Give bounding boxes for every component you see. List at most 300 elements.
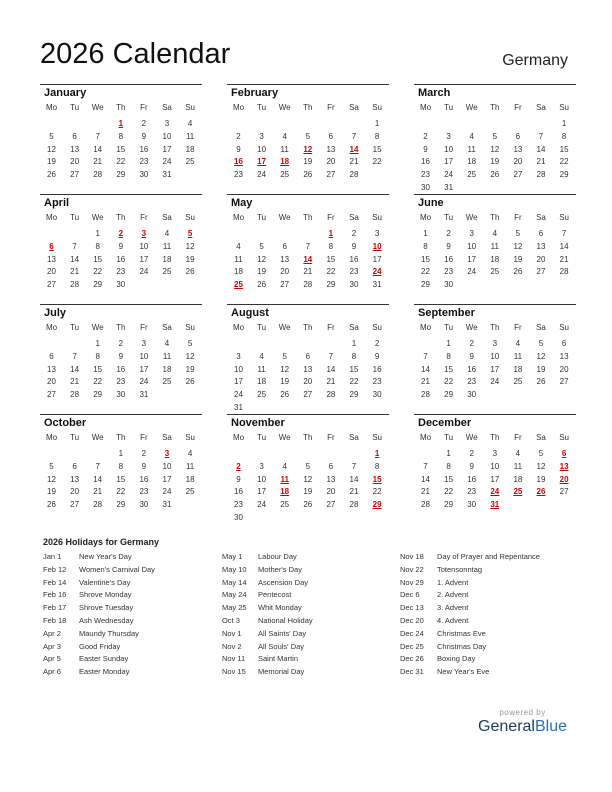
- weekday-label: Fr: [140, 323, 148, 332]
- holiday-name: Ascension Day: [258, 577, 309, 587]
- day-cell: 15: [93, 364, 103, 374]
- holiday-name: Labour Day: [258, 552, 297, 561]
- day-cell: 13: [70, 474, 80, 484]
- weekday-label: Th: [490, 103, 500, 112]
- weekday-label: Fr: [327, 323, 335, 332]
- day-cell: 19: [536, 364, 546, 374]
- day-cell: 29: [444, 390, 454, 400]
- day-cell: 29: [326, 280, 336, 290]
- weekday-label: We: [91, 103, 104, 112]
- day-cell: 6: [561, 339, 567, 348]
- month-divider: [414, 84, 576, 85]
- day-cell: 25: [513, 377, 523, 387]
- day-cell: 8: [446, 351, 451, 361]
- weekday-label: Fr: [140, 103, 148, 112]
- day-cell: 27: [559, 377, 569, 387]
- day-cell: 12: [490, 144, 500, 154]
- day-cell: 2: [423, 131, 428, 141]
- day-cell: 10: [257, 144, 267, 154]
- day-cell: 24: [162, 487, 172, 497]
- day-cell: 21: [349, 157, 359, 167]
- day-cell: 13: [280, 254, 290, 264]
- day-cell: 29: [444, 500, 454, 510]
- day-cell: 12: [185, 241, 195, 251]
- holiday-date: May 10: [222, 564, 247, 574]
- day-cell: 8: [118, 461, 124, 471]
- day-cell: 15: [559, 144, 569, 154]
- day-cell: 18: [162, 364, 172, 374]
- weekday-label: Su: [185, 103, 195, 112]
- day-cell: 30: [467, 500, 477, 510]
- day-cell: 17: [444, 157, 454, 167]
- weekday-label: Tu: [70, 323, 80, 332]
- day-cell: 23: [139, 157, 149, 167]
- holiday-day-cell: 13: [559, 461, 569, 471]
- holiday-date: Apr 5: [43, 654, 61, 664]
- holiday-date: Nov 2: [222, 641, 242, 651]
- holiday-day-cell: 11: [280, 474, 289, 484]
- holiday-name: All Souls' Day: [258, 641, 305, 651]
- weekday-label: Th: [303, 213, 313, 222]
- day-cell: 18: [185, 474, 195, 484]
- holiday-date: Apr 6: [43, 667, 61, 677]
- holiday-date: Dec 25: [400, 641, 424, 651]
- day-cell: 22: [421, 267, 430, 277]
- weekday-label: Sa: [162, 323, 172, 332]
- day-cell: 6: [72, 461, 77, 471]
- day-cell: 22: [444, 487, 454, 497]
- holiday-date: May 25: [222, 603, 247, 613]
- weekday-label: We: [465, 103, 478, 112]
- month-name: November: [231, 417, 285, 429]
- day-cell: 21: [70, 267, 80, 277]
- day-cell: 17: [162, 474, 172, 484]
- holiday-name: Valentine's Day: [79, 577, 131, 587]
- weekday-label: Th: [116, 433, 126, 442]
- day-cell: 26: [280, 390, 290, 400]
- weekday-label: Mo: [45, 103, 58, 112]
- day-cell: 19: [47, 487, 56, 497]
- holiday-day-cell: 24: [490, 487, 500, 497]
- weekday-label: Sa: [536, 433, 546, 442]
- day-cell: 5: [538, 449, 544, 458]
- day-cell: 4: [236, 241, 241, 251]
- day-cell: 22: [93, 377, 103, 387]
- holiday-name: Memorial Day: [258, 667, 305, 677]
- day-cell: 25: [185, 157, 195, 167]
- day-cell: 9: [141, 461, 147, 471]
- day-cell: 28: [70, 390, 80, 400]
- weekday-label: We: [465, 213, 478, 222]
- day-cell: 13: [559, 351, 569, 361]
- day-cell: 10: [162, 461, 172, 471]
- month-name: May: [231, 197, 253, 209]
- holiday-name: Shrove Monday: [79, 590, 132, 600]
- day-cell: 2: [118, 339, 124, 348]
- month-divider: [414, 194, 576, 195]
- day-cell: 20: [280, 267, 290, 277]
- day-cell: 1: [95, 339, 100, 348]
- holiday-date: May 1: [222, 552, 243, 561]
- day-cell: 7: [561, 229, 567, 238]
- holiday-name: Maundy Thursday: [79, 628, 139, 638]
- day-cell: 5: [259, 241, 264, 251]
- day-cell: 24: [139, 267, 149, 277]
- day-cell: 8: [446, 461, 451, 471]
- day-cell: 27: [559, 487, 569, 497]
- day-cell: 15: [444, 364, 454, 374]
- day-cell: 8: [561, 131, 567, 141]
- day-cell: 9: [351, 241, 357, 251]
- weekday-label: Th: [490, 323, 500, 332]
- day-cell: 9: [236, 474, 241, 484]
- day-cell: 5: [492, 131, 498, 141]
- weekday-label: Sa: [349, 103, 359, 112]
- day-cell: 2: [141, 119, 147, 128]
- month-name: June: [418, 197, 444, 209]
- day-cell: 7: [305, 241, 311, 251]
- day-cell: 4: [469, 131, 474, 141]
- day-cell: 11: [513, 351, 523, 361]
- weekday-label: Fr: [140, 433, 148, 442]
- day-cell: 17: [139, 364, 149, 374]
- month-7: [227, 304, 389, 412]
- weekday-label: We: [278, 323, 291, 332]
- day-cell: 12: [513, 241, 523, 251]
- month-divider: [227, 194, 389, 195]
- holiday-name: 2. Advent: [437, 590, 469, 600]
- day-cell: 26: [490, 170, 500, 180]
- weekday-label: Mo: [45, 433, 58, 442]
- day-cell: 3: [469, 229, 474, 238]
- weekday-label: Tu: [257, 433, 267, 442]
- page-title: 2026 Calendar: [40, 38, 231, 70]
- weekday-label: Su: [372, 213, 382, 222]
- day-cell: 22: [372, 157, 382, 167]
- day-cell: 14: [70, 364, 80, 374]
- day-cell: 3: [374, 229, 380, 238]
- holiday-day-cell: 10: [372, 241, 382, 251]
- day-cell: 17: [162, 144, 172, 154]
- month-divider: [414, 414, 576, 415]
- day-cell: 16: [349, 254, 359, 264]
- day-cell: 31: [139, 390, 149, 400]
- weekday-label: Su: [559, 213, 569, 222]
- holiday-date: Nov 15: [222, 667, 246, 677]
- day-cell: 31: [234, 403, 243, 412]
- day-cell: 29: [559, 170, 569, 180]
- day-cell: 16: [139, 144, 149, 154]
- month-name: February: [231, 87, 279, 99]
- weekday-label: We: [91, 323, 104, 332]
- day-cell: 15: [116, 144, 126, 154]
- day-cell: 25: [185, 487, 195, 497]
- day-cell: 13: [536, 241, 546, 251]
- day-cell: 17: [467, 254, 477, 264]
- month-divider: [40, 414, 202, 415]
- day-cell: 27: [47, 280, 56, 290]
- day-cell: 4: [492, 229, 498, 238]
- day-cell: 5: [538, 339, 544, 348]
- holiday-name: New Year's Day: [79, 552, 132, 561]
- day-cell: 6: [282, 241, 287, 251]
- day-cell: 21: [349, 487, 359, 497]
- day-cell: 1: [446, 339, 451, 348]
- day-cell: 10: [139, 241, 149, 251]
- day-cell: 15: [444, 474, 454, 484]
- day-cell: 7: [538, 131, 544, 141]
- holiday-day-cell: 6: [49, 241, 54, 251]
- day-cell: 9: [141, 131, 147, 141]
- day-cell: 24: [162, 157, 172, 167]
- weekday-label: Sa: [349, 323, 359, 332]
- holiday-day-cell: 25: [234, 280, 243, 290]
- day-cell: 9: [236, 144, 241, 154]
- day-cell: 16: [372, 364, 382, 374]
- day-cell: 11: [162, 241, 172, 251]
- day-cell: 21: [559, 254, 569, 264]
- day-cell: 2: [351, 229, 357, 238]
- day-cell: 14: [93, 144, 103, 154]
- day-cell: 10: [490, 351, 500, 361]
- holiday-name: Ash Wednesday: [79, 616, 134, 625]
- month-5: [414, 194, 576, 302]
- day-cell: 19: [303, 487, 313, 497]
- day-cell: 29: [93, 280, 103, 290]
- day-cell: 9: [469, 351, 474, 361]
- day-cell: 8: [423, 241, 428, 251]
- month-9: [40, 414, 202, 522]
- day-cell: 1: [561, 119, 567, 128]
- day-cell: 22: [559, 157, 569, 167]
- weekday-label: Th: [303, 323, 313, 332]
- weekday-label: Sa: [162, 433, 172, 442]
- day-cell: 12: [536, 351, 546, 361]
- holiday-day-cell: 12: [303, 144, 313, 154]
- day-cell: 7: [72, 351, 77, 361]
- day-cell: 19: [490, 157, 500, 167]
- day-cell: 22: [349, 377, 359, 387]
- day-cell: 13: [70, 144, 80, 154]
- holiday-name: 4. Advent: [437, 616, 469, 625]
- day-cell: 23: [467, 487, 477, 497]
- day-cell: 27: [326, 170, 336, 180]
- weekday-label: Su: [559, 433, 569, 442]
- day-cell: 26: [47, 170, 56, 180]
- day-cell: 26: [303, 500, 313, 510]
- day-cell: 16: [467, 474, 477, 484]
- day-cell: 30: [372, 390, 382, 400]
- day-cell: 6: [328, 131, 334, 141]
- day-cell: 2: [141, 449, 147, 458]
- holiday-day-cell: 20: [559, 474, 569, 484]
- day-cell: 23: [467, 377, 477, 387]
- holiday-date: Feb 16: [43, 590, 67, 600]
- holiday-date: Dec 13: [400, 603, 424, 613]
- day-cell: 19: [280, 377, 290, 387]
- day-cell: 28: [93, 170, 103, 180]
- day-cell: 19: [185, 254, 195, 264]
- day-cell: 18: [467, 157, 477, 167]
- month-name: March: [418, 87, 451, 99]
- day-cell: 26: [257, 280, 267, 290]
- day-cell: 16: [467, 364, 477, 374]
- day-cell: 3: [259, 131, 264, 141]
- day-cell: 6: [72, 131, 77, 141]
- day-cell: 11: [257, 364, 266, 374]
- day-cell: 29: [93, 390, 103, 400]
- holiday-name: Day of Prayer and Repentance: [437, 552, 540, 561]
- day-cell: 3: [141, 339, 147, 348]
- day-cell: 16: [234, 487, 243, 497]
- day-cell: 23: [139, 487, 149, 497]
- day-cell: 20: [326, 487, 336, 497]
- holiday-date: Nov 22: [400, 564, 424, 574]
- day-cell: 20: [70, 157, 80, 167]
- day-cell: 30: [421, 183, 430, 192]
- day-cell: 24: [257, 170, 267, 180]
- day-cell: 8: [374, 461, 380, 471]
- weekday-label: Mo: [232, 103, 245, 112]
- day-cell: 8: [95, 351, 100, 361]
- day-cell: 25: [162, 377, 172, 387]
- day-cell: 13: [47, 364, 56, 374]
- holiday-name: Easter Sunday: [79, 654, 129, 664]
- day-cell: 5: [49, 131, 54, 141]
- weekday-label: We: [91, 213, 104, 222]
- day-cell: 2: [469, 339, 474, 348]
- day-cell: 16: [116, 254, 126, 264]
- day-cell: 30: [139, 500, 149, 510]
- day-cell: 25: [467, 170, 477, 180]
- holiday-name: 1. Advent: [437, 577, 469, 587]
- holiday-day-cell: 3: [141, 229, 147, 238]
- month-divider: [40, 194, 202, 195]
- month-8: [414, 304, 576, 412]
- month-4: [227, 194, 389, 302]
- day-cell: 27: [303, 390, 313, 400]
- day-cell: 17: [490, 364, 500, 374]
- weekday-label: Sa: [162, 103, 172, 112]
- day-cell: 30: [444, 280, 454, 290]
- weekday-label: Th: [490, 433, 500, 442]
- holiday-day-cell: 31: [490, 500, 500, 510]
- day-cell: 25: [490, 267, 500, 277]
- day-cell: 18: [257, 377, 267, 387]
- day-cell: 29: [349, 390, 359, 400]
- holiday-day-cell: 16: [234, 157, 243, 167]
- holiday-name: Mother's Day: [258, 564, 302, 574]
- day-cell: 18: [185, 144, 195, 154]
- powered-by-label: powered by: [499, 708, 546, 717]
- weekday-label: Mo: [419, 323, 432, 332]
- day-cell: 19: [257, 267, 267, 277]
- holiday-name: National Holiday: [258, 616, 313, 625]
- day-cell: 18: [513, 364, 523, 374]
- month-name: January: [44, 87, 87, 99]
- weekday-label: Fr: [514, 323, 522, 332]
- day-cell: 7: [95, 461, 100, 471]
- day-cell: 6: [305, 351, 311, 361]
- day-cell: 6: [328, 461, 334, 471]
- holiday-name: Christmas Day: [437, 641, 487, 651]
- holiday-name: Saint Martin: [258, 654, 299, 664]
- day-cell: 10: [257, 474, 267, 484]
- day-cell: 15: [93, 254, 103, 264]
- day-cell: 18: [234, 267, 243, 277]
- holiday-date: Feb 12: [43, 564, 67, 574]
- day-cell: 19: [47, 157, 56, 167]
- holiday-date: Dec 20: [400, 616, 424, 625]
- holiday-date: Jan 1: [43, 552, 62, 561]
- day-cell: 20: [513, 157, 523, 167]
- holiday-day-cell: 29: [372, 500, 382, 510]
- day-cell: 4: [515, 449, 521, 458]
- day-cell: 29: [116, 500, 126, 510]
- day-cell: 1: [351, 339, 357, 348]
- day-cell: 5: [282, 351, 287, 361]
- holiday-name: Boxing Day: [437, 654, 476, 664]
- day-cell: 20: [303, 377, 313, 387]
- holiday-day-cell: 18: [280, 157, 290, 167]
- holiday-date: Nov 1: [222, 628, 242, 638]
- month-name: December: [418, 417, 472, 429]
- day-cell: 1: [446, 449, 451, 458]
- weekday-label: Tu: [444, 213, 454, 222]
- holidays-title: 2026 Holidays for Germany: [43, 537, 160, 547]
- day-cell: 4: [282, 131, 287, 141]
- holiday-name: All Saints' Day: [258, 628, 307, 638]
- day-cell: 22: [444, 377, 454, 387]
- country-label: Germany: [502, 52, 568, 69]
- day-cell: 30: [139, 170, 149, 180]
- day-cell: 21: [326, 377, 336, 387]
- day-cell: 13: [47, 254, 56, 264]
- month-name: August: [231, 307, 269, 319]
- day-cell: 26: [303, 170, 313, 180]
- day-cell: 27: [536, 267, 546, 277]
- day-cell: 31: [444, 183, 454, 192]
- weekday-label: Fr: [514, 433, 522, 442]
- day-cell: 5: [187, 339, 193, 348]
- day-cell: 28: [349, 500, 359, 510]
- day-cell: 27: [326, 500, 336, 510]
- holiday-name: Easter Monday: [79, 667, 130, 677]
- day-cell: 3: [259, 461, 264, 471]
- day-cell: 20: [326, 157, 336, 167]
- weekday-label: Tu: [444, 103, 454, 112]
- day-cell: 14: [326, 364, 336, 374]
- weekday-label: Tu: [444, 323, 454, 332]
- day-cell: 7: [423, 461, 428, 471]
- weekday-label: Su: [372, 103, 382, 112]
- weekday-label: Su: [372, 323, 382, 332]
- month-11: [414, 414, 576, 522]
- holiday-date: Feb 18: [43, 616, 67, 625]
- day-cell: 10: [162, 131, 172, 141]
- day-cell: 5: [515, 229, 521, 238]
- day-cell: 25: [280, 500, 290, 510]
- day-cell: 7: [351, 461, 357, 471]
- day-cell: 17: [257, 487, 267, 497]
- weekday-label: Sa: [536, 323, 546, 332]
- holiday-day-cell: 14: [303, 254, 313, 264]
- day-cell: 21: [421, 377, 430, 387]
- day-cell: 21: [536, 157, 546, 167]
- day-cell: 28: [536, 170, 546, 180]
- holiday-name: Shrove Tuesday: [79, 603, 134, 613]
- day-cell: 18: [162, 254, 172, 264]
